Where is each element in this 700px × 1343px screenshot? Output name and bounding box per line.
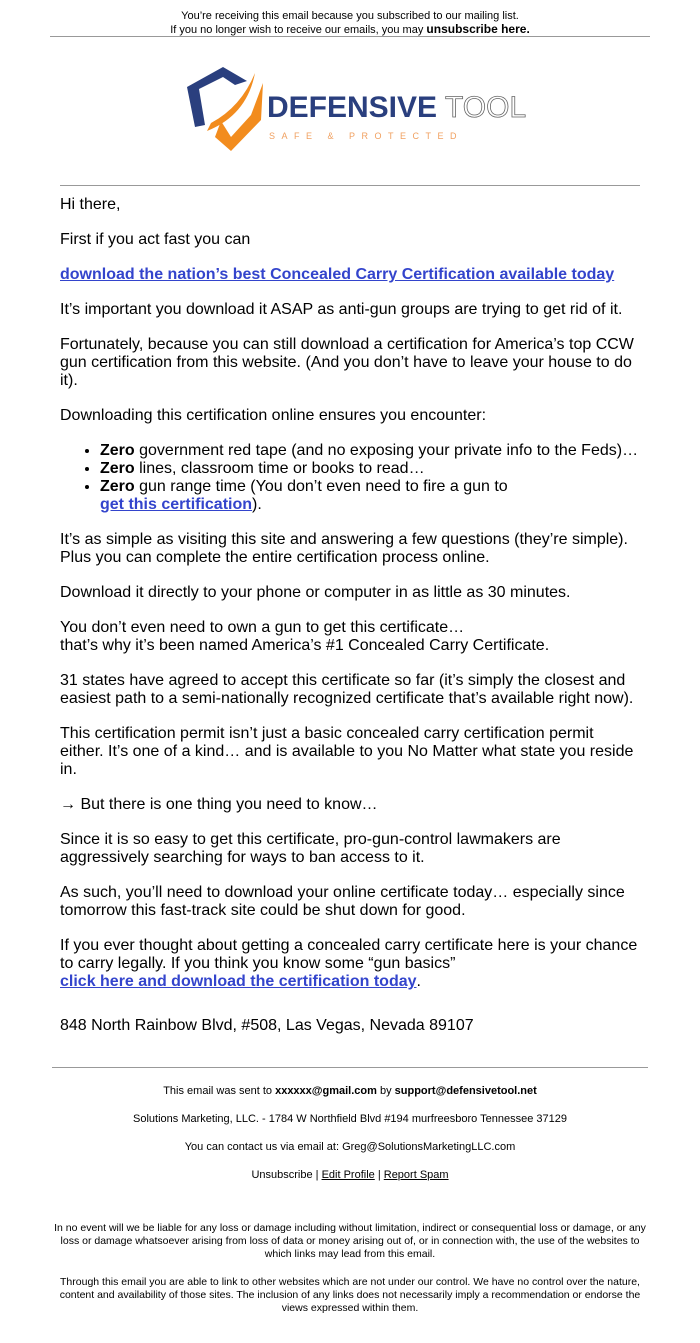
disclaimer: In no event will we be liable for any loss or damage including without limitation, indirect or consequential loss or damage, or any loss or damage whatsoever arising from loss of data or money arising out of, or in connection with, the use of the websites to which links may lead from this email. [54,1222,646,1260]
address: 848 North Rainbow Blvd, #508, Las Vegas, Nevada 89107 [60,1017,474,1034]
download-certification-link[interactable]: download the nation’s best Concealed Carry Certification available today [60,266,615,283]
company-address: Solutions Marketing, LLC. - 1784 W Northfield Blvd #194 murfreesboro Tennessee 37129 [133,1113,567,1125]
divider [60,185,640,186]
subscription-notice [0,0,700,36]
edit-profile-link[interactable]: Edit Profile [321,1169,375,1181]
sender-email: support@defensivetool.net [394,1085,537,1097]
benefits-list [60,442,640,514]
greeting: Hi there, [60,196,121,213]
disclaimer: Through this email you are able to link to other websites which are not under our control. We have no control over the nature, content and availability of those sites. The inclusion of any links does not necessarily imply a recommendation or endorse the views expressed within them. [59,1276,641,1314]
list-item: • Zero government red tape (and no exposing your private info to the Feds)… [100,442,640,460]
unsubscribe-link[interactable]: unsubscribe here. [426,22,530,36]
list-item: • Zero lines, classroom time or books to read… [100,460,640,478]
report-spam-link[interactable]: Report Spam [383,1169,449,1181]
paragraph: 31 states have agreed to accept this certificate so far (it’s simply the closest and easiest path to a semi-nationally recognized certificate that’s available right now). [60,672,634,707]
recipient-email: xxxxxx@gmail.com [275,1085,377,1097]
contact-info: You can contact us via email at: Greg@SolutionsMarketingLLC.com [184,1141,516,1153]
paragraph: Fortunately, because you can still download a certification for America’s top CCW gun certification from this website. (And you don’t have to leave your house to do it). [60,336,634,389]
paragraph: Downloading this certification online ensures you encounter: [60,407,487,424]
get-certification-link[interactable]: get this certification [100,496,253,513]
paragraph: Since it is so easy to get this certificate, pro-gun-control lawmakers are aggressively searching for ways to ban access to it. [60,831,561,866]
paragraph: As such, you’ll need to download your online certificate today… especially since tomorrow this fast-track site could be shut down for good. [60,884,625,919]
svg-text:DEFENSIVE: DEFENSIVE [267,91,438,124]
download-today-link[interactable]: click here and download the certification today [60,973,417,990]
svg-text:SAFE & PROTECTED: SAFE & PROTECTED [269,131,464,141]
notice-line-1: You’re receiving this email because you subscribed to our mailing list. [181,10,519,22]
paragraph: You don’t even need to own a gun to get this certificate… that’s why it’s been named America’s #1 Concealed Carry Certificate. [60,619,550,654]
notice-line-2: If you no longer wish to receive our emails, you may [170,24,427,36]
defensivetool-logo-icon [185,65,535,155]
unsubscribe-link[interactable]: Unsubscribe [251,1169,313,1181]
paragraph: If you ever thought about getting a concealed carry certificate here is your chance to carry legally. If you think you know some “gun basics” click here and download the certification today. [60,937,638,990]
email-body [60,196,640,1035]
paragraph: First if you act fast you can [60,231,251,248]
svg-text:TOOL: TOOL [445,91,527,124]
divider [52,1067,648,1068]
footer: This email was sent to xxxxxx@gmail.com by support@defensivetool.net Solutions Marketing, LLC. - 1784 W Northfield Blvd #194 murfreesboro Tennessee 37129 You can contact us via email at: Greg@SolutionsMarketingLLC.com Unsubscribe | Edit Profile | Report Spam In no event will we be liable for any loss or damage including without limitation, indirect or consequential loss or damage, or any loss or damage whatsoever arising from loss of data or money arising out of, or in connection with, the use of the websites to which links may lead from this email. Through this email you are able to link to other websites which are not under our control. We have no control over the nature, content and availability of those sites. The inclusion of any links does not necessarily imply a recommendation or endorse the views expressed within them. [0,1085,700,1315]
paragraph: This certification permit isn’t just a basic concealed carry certification permit either. It’s one of a kind… and is available to you No Matter what state you reside in. [60,725,634,778]
list-item: • Zero gun range time (You don’t even need to fire a gun to get this certification). [100,478,640,514]
paragraph: It’s as simple as visiting this site and answering a few questions (they’re simple). Plus you can complete the entire certification process online. [60,531,628,566]
paragraph: Download it directly to your phone or computer in as little as 30 minutes. [60,584,571,601]
paragraph: → But there is one thing you need to know… [60,796,378,813]
paragraph: It’s important you download it ASAP as anti-gun groups are trying to get rid of it. [60,301,623,318]
logo [0,37,700,185]
